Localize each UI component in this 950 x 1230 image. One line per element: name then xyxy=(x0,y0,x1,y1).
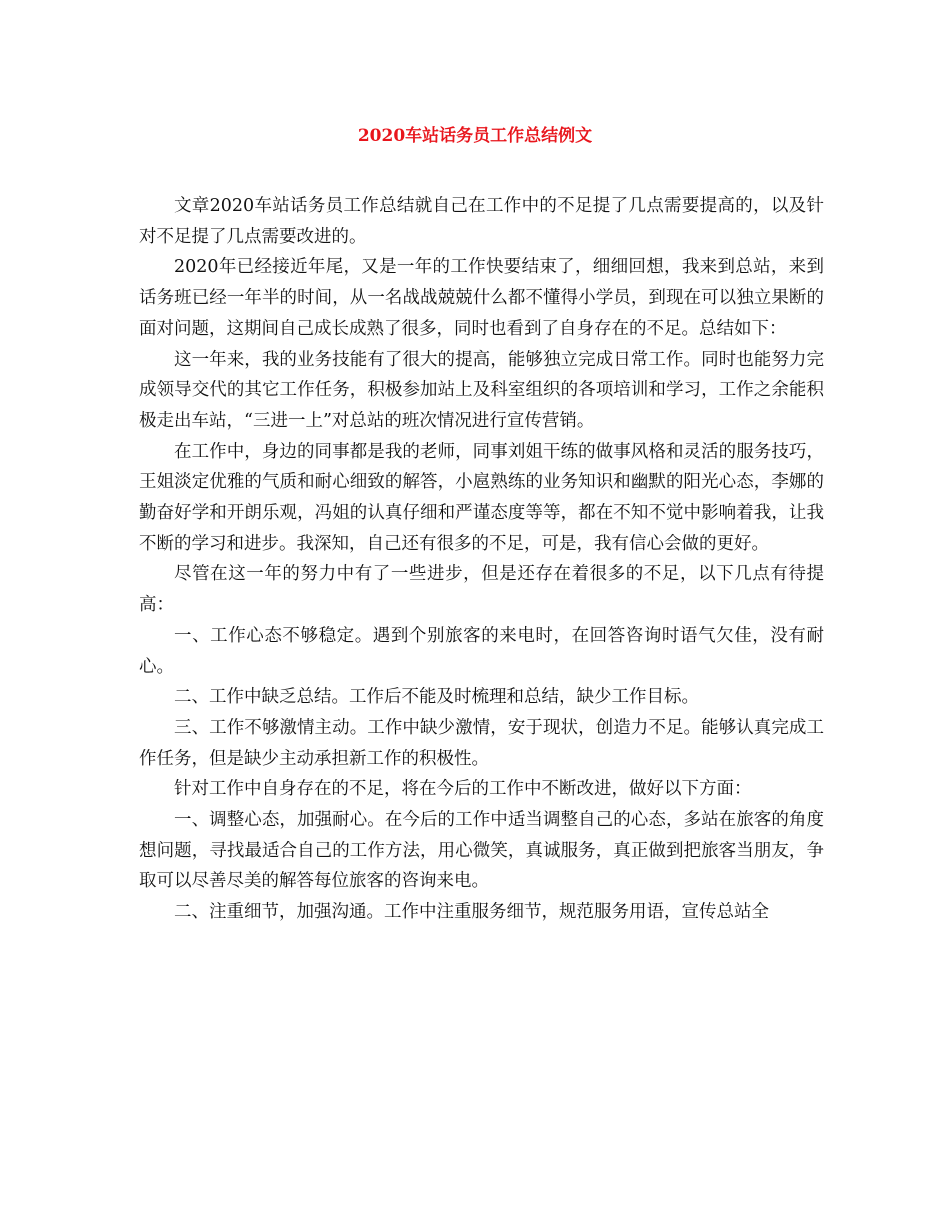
paragraph-improvement-1: 一、调整心态，加强耐心。在今后的工作中适当调整自己的心态，多站在旅客的角度想问题，寻找最适合自己的工作方法，用心微笑，真诚服务，真正做到把旅客当朋友，争取可以尽善尽美的解答每位旅客的咨询来电。 xyxy=(139,810,824,892)
document-body xyxy=(139,191,824,928)
paragraph-improvement-2: 二、注重细节，加强沟通。工作中注重服务细节，规范服务用语，宣传总站全 xyxy=(174,902,769,923)
paragraph-shortcomings-intro: 尽管在这一年的努力中有了一些进步，但是还存在着很多的不足，以下几点有待提高： xyxy=(139,564,824,616)
document-title: 2020车站话务员工作总结例文 xyxy=(357,126,593,146)
paragraph-shortcoming-1: 一、工作心态不够稳定。遇到个别旅客的来电时，在回答咨询时语气欠佳，没有耐心。 xyxy=(139,625,824,677)
paragraph-improvements-intro: 针对工作中自身存在的不足，将在今后的工作中不断改进，做好以下方面： xyxy=(174,779,752,800)
paragraph-shortcoming-3: 三、工作不够激情主动。工作中缺少激情，安于现状，创造力不足。能够认真完成工作任务，但是缺少主动承担新工作的积极性。 xyxy=(139,717,824,769)
paragraph-background: 2020年已经接近年尾，又是一年的工作快要结束了，细细回想，我来到总站，来到话务班已经一年半的时间，从一名战战兢兢什么都不懂得小学员，到现在可以独立果断的面对问题，这期间自己成长成熟了很多，同时也看到了自身存在的不足。总结如下： xyxy=(139,257,824,339)
paragraph-colleagues: 在工作中，身边的同事都是我的老师，同事刘姐干练的做事风格和灵活的服务技巧，王姐淡定优雅的气质和耐心细致的解答，小扈熟练的业务知识和幽默的阳光心态，李娜的勤奋好学和开朗乐观，冯姐的认真仔细和严谨态度等等，都在不知不觉中影响着我，让我不断的学习和进步。我深知，自己还有很多的不足，可是，我有信心会做的更好。 xyxy=(139,441,824,554)
paragraph-shortcoming-2: 二、工作中缺乏总结。工作后不能及时梳理和总结，缺少工作目标。 xyxy=(174,687,699,708)
paragraph-intro: 文章2020车站话务员工作总结就自己在工作中的不足提了几点需要提高的，以及针对不足提了几点需要改进的。 xyxy=(139,196,824,247)
paragraph-achievements: 这一年来，我的业务技能有了很大的提高，能够独立完成日常工作。同时也能努力完成领导交代的其它工作任务，积极参加站上及科室组织的各项培训和学习，工作之余能积极走出车站，“三进一上”对总站的班次情况进行宣传营销。 xyxy=(139,349,824,431)
